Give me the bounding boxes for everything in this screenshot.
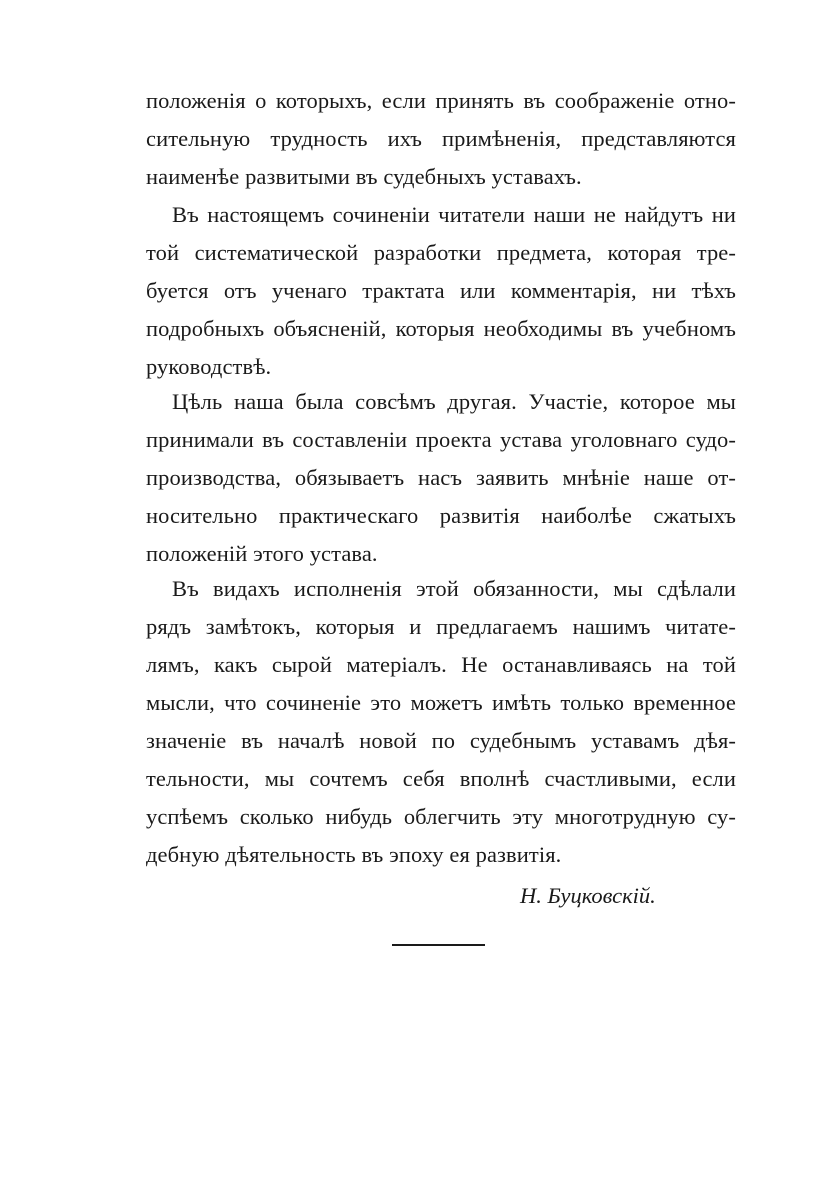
text-line: подробныхъ объясненій, которыя необходимы въ учебномъ [146,316,736,341]
text-line: той систематической разработки предмета, которая тре- [146,240,736,265]
text-line: мысли, что сочиненіе это можетъ имѣть только временное [146,690,736,715]
text-line: положеній этого устава. [146,541,378,566]
text-line: буется отъ ученаго трактата или комментарія, ни тѣхъ [146,278,736,303]
text-line: производства, обязываетъ насъ заявить мнѣніе наше от- [146,465,736,490]
text-line: значеніе въ началѣ новой по судебнымъ уставамъ дѣя- [146,728,736,753]
text-line: успѣемъ сколько нибудь облегчить эту многотрудную су- [146,804,736,829]
text-line: наименѣе развитыми въ судебныхъ уставахъ. [146,164,582,189]
text-line: рядъ замѣтокъ, которыя и предлагаемъ нашимъ читате- [146,614,736,639]
text-line: руководствѣ. [146,354,272,379]
text-line: тельности, мы сочтемъ себя вполнѣ счастливыми, если [146,766,736,791]
text-line: дебную дѣятельность въ эпоху ея развитія. [146,842,562,867]
text-line: Цѣль наша была совсѣмъ другая. Участіе, которое мы [172,389,736,414]
text-line: лямъ, какъ сырой матеріалъ. Не останавливаясь на той [146,652,736,677]
text-line: Въ настоящемъ сочиненіи читатели наши не найдутъ ни [172,202,736,227]
text-line: сительную трудность ихъ примѣненія, представляются [146,126,736,151]
text-line: положенія о которыхъ, если принять въ соображеніе отно- [146,88,736,113]
closing-rule [392,944,485,946]
text-line: Въ видахъ исполненія этой обязанности, мы сдѣлали [172,576,736,601]
text-line: принимали въ составленіи проекта устава уголовнаго судо- [146,427,736,452]
author-signature: Н. Буцковскій. [520,883,656,908]
text-line: носительно практическаго развитія наиболѣе сжатыхъ [146,503,736,528]
